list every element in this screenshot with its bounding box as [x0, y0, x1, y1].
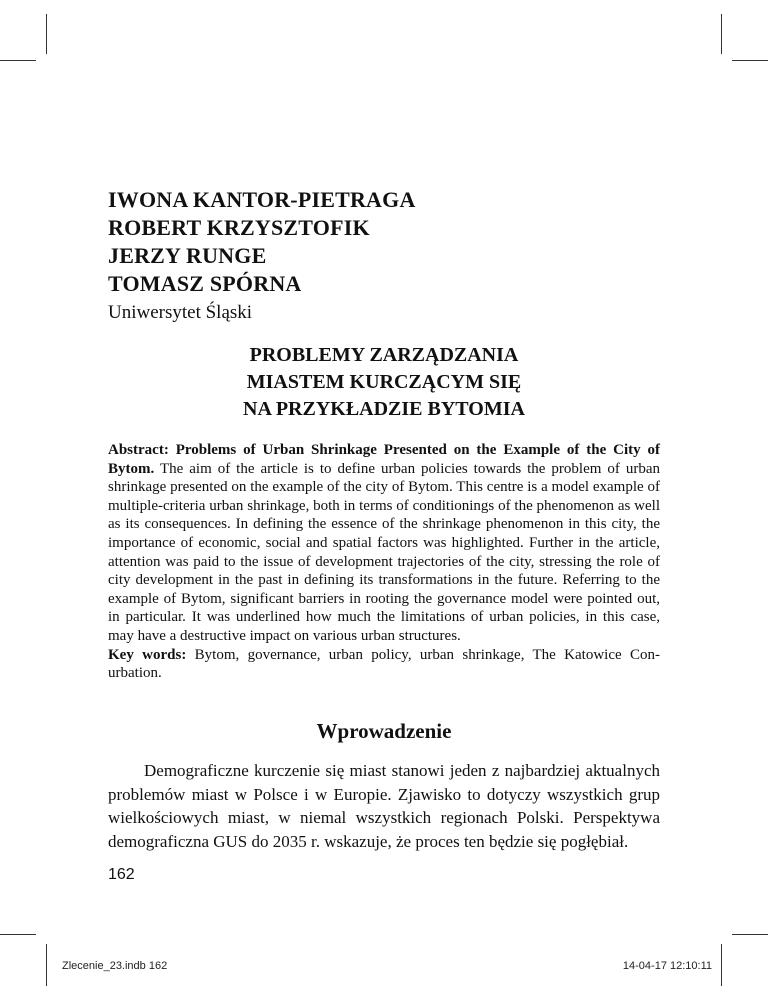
crop-mark [721, 14, 722, 54]
crop-mark [0, 60, 36, 61]
title-line: NA PRZYKŁADZIE BYTOMIA [243, 398, 525, 420]
affiliation: Uniwersytet Śląski [108, 302, 253, 323]
abstract [108, 441, 660, 683]
crop-mark [46, 14, 47, 54]
slug-timestamp: 14-04-17 12:10:11 [622, 960, 712, 972]
title-line: PROBLEMY ZARZĄDZANIA [249, 344, 519, 366]
author-name: ROBERT KRZYSZTOFIK [108, 215, 370, 240]
keywords-text: Bytom, governance, urban policy, urban shrinkage, The Katowice Conurbation. [108, 646, 660, 682]
slug-file: Zlecenie_23.indb 162 [62, 960, 168, 972]
article-title [108, 342, 660, 423]
crop-mark [721, 944, 722, 986]
page-number: 162 [108, 866, 135, 883]
keywords-label: Key words: [108, 646, 187, 663]
crop-mark [732, 60, 768, 61]
crop-mark [732, 934, 768, 935]
author-name: TOMASZ SPÓRNA [108, 271, 302, 296]
section-heading: Wprowadzenie [316, 719, 452, 743]
abstract-label: Abstract: Problems of Urban Shrinkage Presented on the Example of the City of Bytom. [108, 442, 660, 477]
author-name: IWONA KANTOR-PIETRAGA [108, 187, 416, 212]
author-block [108, 186, 668, 326]
intro-paragraph: Demograficzne kurczenie się miast stanowi jeden z najbardziej aktualnych problemów miast w Polsce i w Europie. Zjawisko to dotyczy wszystkich grup wielkościowych miast, w niemal wszystkich regionach Polski. Perspektywa demograficzna GUS do 2035 r. wskazuje, że proces ten będzie się pogłębiał. [108, 761, 660, 851]
abstract-text: The aim of the article is to define urban policies towards the problem of urban shrinkage presented on the example of the city of Bytom. This centre is a model example of multiple-criteria urban shrinkage, both in terms of conditionings of the phenomenon as well as its consequences. In defining the essence of the shrinkage phenomenon in this city, the importance of economic, social and spatial factors was highlighted. Further in the article, attention was paid to the issue of development trajectories of the city, stressing the role of city development in the past in defining its transformations in the future. Referring to the example of Bytom, significant barriers in rooting the governance model were pointed out, in particular. It was underlined how much the limitations of urban policies, in this case, may have a destructive impact on various urban structures. [108, 460, 661, 644]
crop-mark [0, 934, 36, 935]
crop-mark [46, 944, 47, 986]
author-name: JERZY RUNGE [108, 243, 267, 268]
title-line: MIASTEM KURCZĄCYM SIĘ [246, 371, 522, 393]
